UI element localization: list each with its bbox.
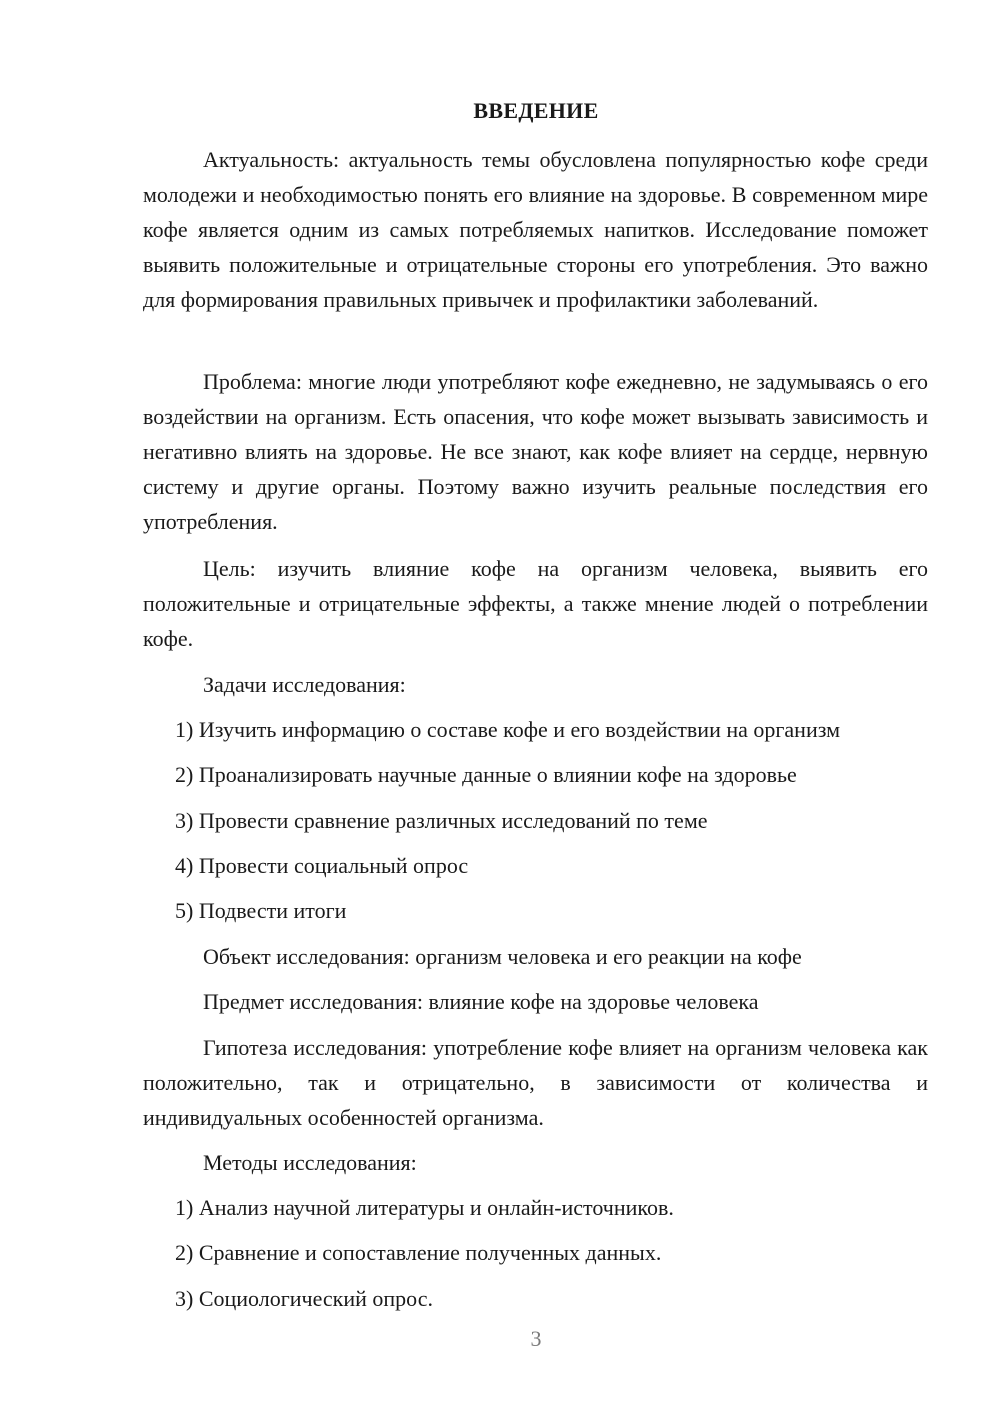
method-item: 2) Сравнение и сопоставление полученных данных. [175,1240,662,1265]
task-item: 1) Изучить информацию о составе кофе и его воздействии на организм [175,717,841,742]
task-item: 4) Провести социальный опрос [175,853,469,878]
page-number: 3 [530,1326,542,1351]
goal-paragraph: Цель: изучить влияние кофе на организм человека, выявить его положительные и отрицательные эффекты, а также мнение людей о потреблении кофе. [143,556,928,651]
method-item: 3) Социологический опрос. [175,1286,433,1311]
page-title: ВВЕДЕНИЕ [473,98,599,123]
methods-heading: Методы исследования: [203,1150,417,1175]
tasks-heading: Задачи исследования: [203,672,406,697]
task-item: 5) Подвести итоги [175,898,347,923]
task-item: 2) Проанализировать научные данные о влиянии кофе на здоровье [175,762,797,787]
relevance-paragraph: Актуальность: актуальность темы обусловлена популярностью кофе среди молодежи и необходимостью понять его влияние на здоровье. В современном мире кофе является одним из самых потребляемых напитков. Исследование поможет выявить положительные и отрицательные стороны его употребления. Это важно для формирования правильных привычек и профилактики заболеваний. [143,147,928,312]
research-object: Объект исследования: организм человека и его реакции на кофе [203,944,802,969]
problem-paragraph: Проблема: многие люди употребляют кофе ежедневно, не задумываясь о его воздействии на организм. Есть опасения, что кофе может вызывать зависимость и негативно влиять на здоровье. Не все знают, как кофе влияет на сердце, нервную систему и другие органы. Поэтому важно изучить реальные последствия его употребления. [143,369,928,534]
task-item: 3) Провести сравнение различных исследований по теме [175,808,708,833]
research-subject: Предмет исследования: влияние кофе на здоровье человека [203,989,759,1014]
hypothesis-paragraph: Гипотеза исследования: употребление кофе влияет на организм человека как положительно, так и отрицательно, в зависимости от количества и индивидуальных особенностей организма. [143,1035,928,1130]
method-item: 1) Анализ научной литературы и онлайн-источников. [175,1195,674,1220]
